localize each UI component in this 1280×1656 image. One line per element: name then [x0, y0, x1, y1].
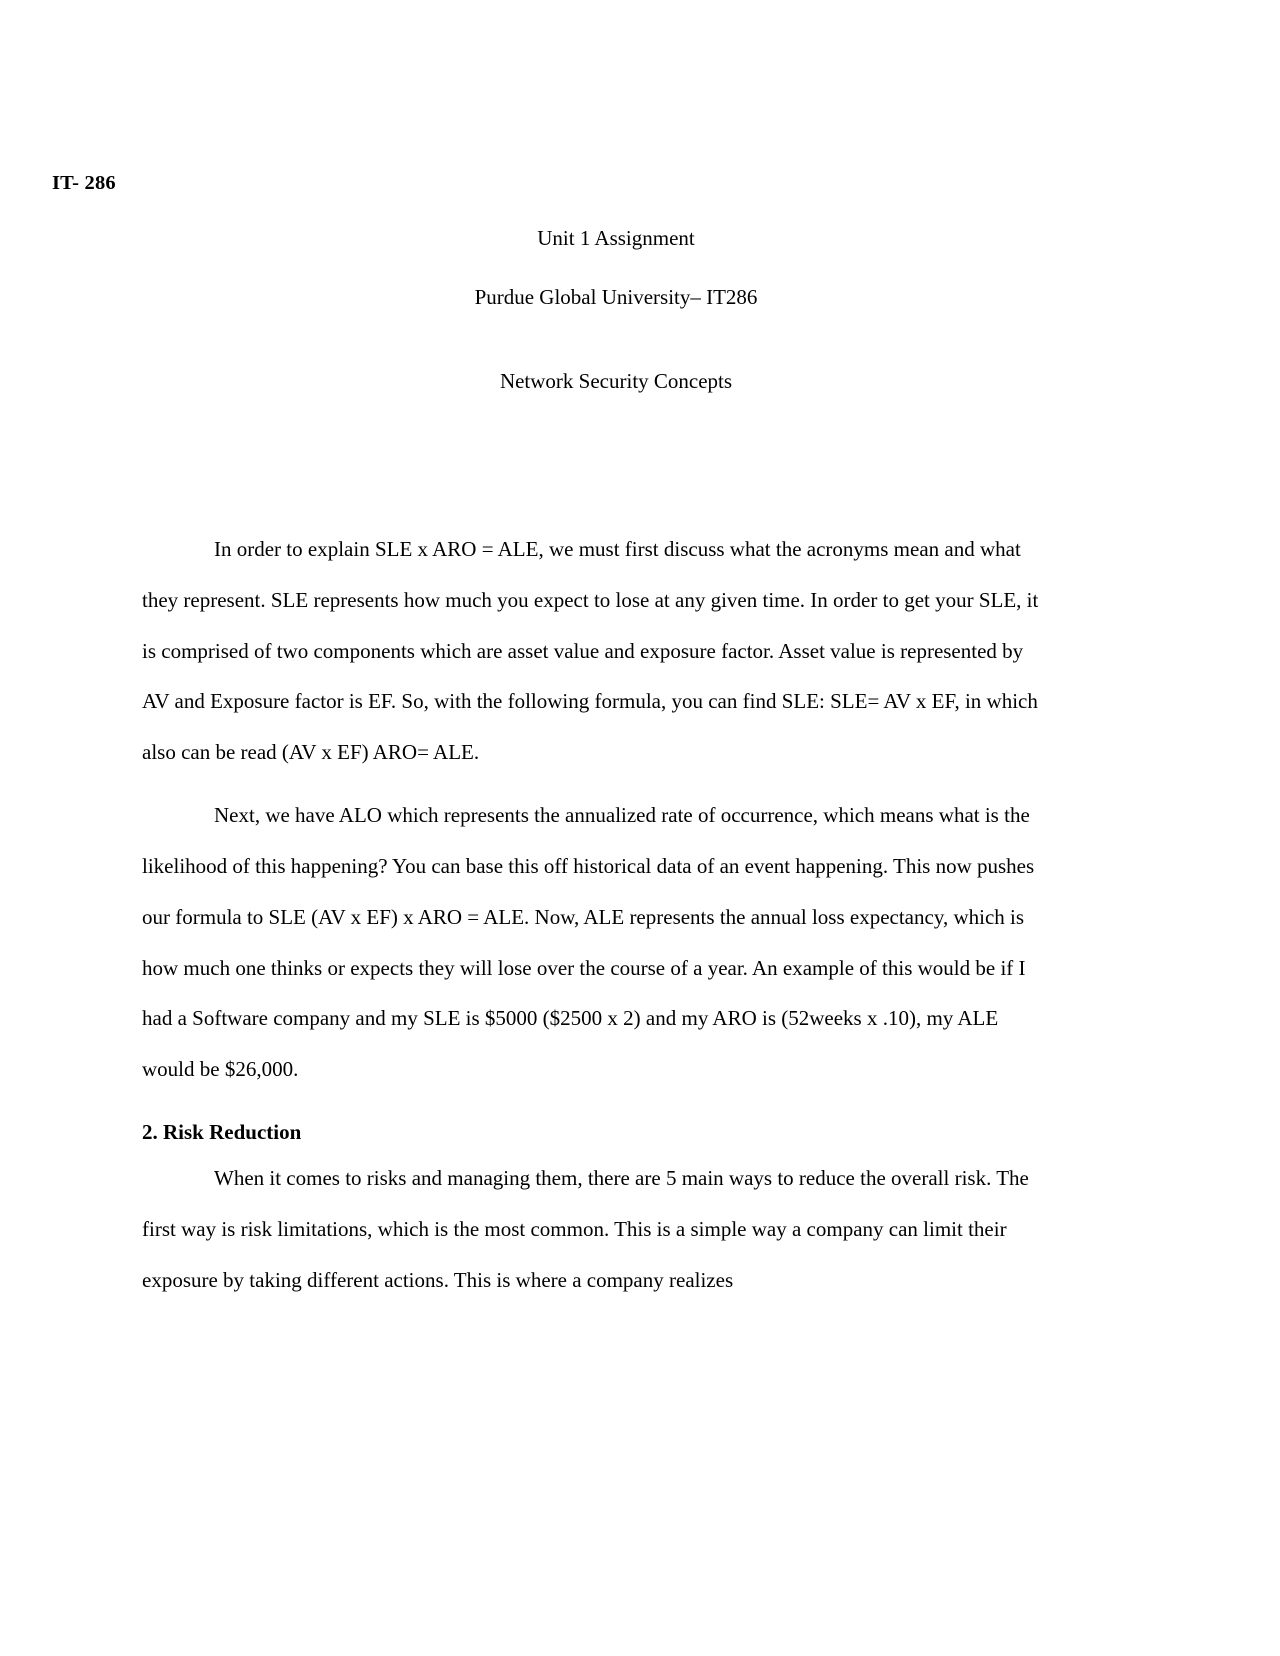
title-block: [144, 228, 1088, 392]
section-heading-risk-reduction: 2. Risk Reduction: [142, 1119, 302, 1144]
title-spacer-2: [144, 308, 1088, 371]
paragraph-2: Next, we have ALO which represents the annualized rate of occurrence, which means what is the likelihood of this happening? You can base this off historical data of an event happening. This now pushes our formula to SLE (AV x EF) x ARO = ALE. Now, ALE represents the annual loss expectancy, which is how much one thinks or expects they will lose over the course of a year. An example of this would be if I had a Software company and my SLE is $5000 ($2500 x 2) and my ARO is (52weeks x .10), my ALE would be $26,000.: [142, 803, 1035, 1082]
assignment-title: Unit 1 Assignment: [537, 226, 695, 250]
paragraph-1: In order to explain SLE x ARO = ALE, we must first discuss what the acronyms mean and what they represent. SLE represents how much you expect to lose at any given time. In order to get your SLE, it is comprised of two components which are asset value and exposure factor. Asset value is represented by AV and Exposure factor is EF. So, with the following formula, you can find SLE: SLE= AV x EF, in which also can be read (AV x EF) ARO= ALE.: [142, 537, 1039, 765]
university-line: Purdue Global University– IT286: [474, 285, 758, 309]
title-spacer-1: [144, 249, 1088, 287]
course-code-header: IT- 286: [52, 172, 116, 194]
paragraph-3: When it comes to risks and managing them, there are 5 main ways to reduce the overall risk. The first way is risk limitations, which is the most common. This is a simple way a company can limit their exposure by taking different actions. This is where a company realizes: [142, 1165, 1029, 1292]
subject-line: Network Security Concepts: [499, 369, 733, 393]
document-body: [142, 524, 1050, 1305]
